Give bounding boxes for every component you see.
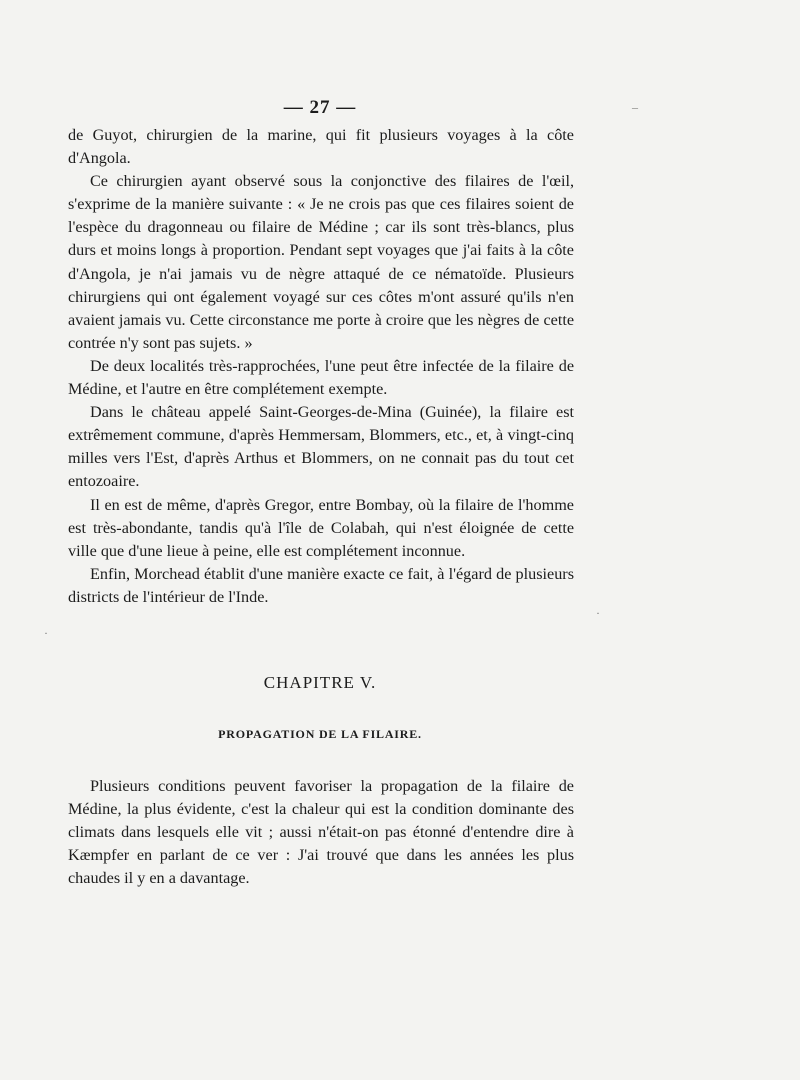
paragraph: Il en est de même, d'après Gregor, entre Bombay, où la filaire de l'homme est très-abondante, tandis qu'à l'île de Colabah, qui n'est éloignée de cette ville que d'une lieue à peine, elle est complétement inconnue.: [68, 495, 574, 560]
margin-dot-mark: ·: [44, 626, 48, 640]
section-title: PROPAGATION DE LA FILAIRE.: [218, 727, 422, 741]
page-number: — 27 —: [283, 97, 357, 118]
paragraph: Enfin, Morchead établit d'une manière exacte ce fait, à l'égard de plusieurs districts de l'intérieur de l'Inde.: [68, 564, 574, 606]
paragraph: Dans le château appelé Saint-Georges-de-Mina (Guinée), la filaire est extrêmement commune, d'après Hemmersam, Blommers, etc., et, à vingt-cinq milles vers l'Est, d'après Arthus et Blommers, on ne connait pas du tout cet entozoaire.: [68, 403, 574, 491]
paragraph: Plusieurs conditions peuvent favoriser la propagation de la filaire de Médine, la plus évidente, c'est la chaleur qui est la condition dominante des climats dans lesquels elle vit ; aussi n'était-on pas étonné d'entendre dire à Kæmpfer en parlant de ce ver : J'ai trouvé que dans les années les plus chaudes il y en a davantage.: [68, 777, 574, 888]
paragraph: Ce chirurgien ayant observé sous la conjonctive des filaires de l'œil, s'exprime de la manière suivante : « Je ne crois pas que ces filaires soient de l'espèce du dragonneau ou filaire de Médine ; car ils sont très-blancs, plus durs et moins longs à proportion. Pendant sept voyages que j'ai faits à la côte d'Angola, je n'ai jamais vu de nègre attaqué de ce nématoïde. Plusieurs chirurgiens qui ont également voyagé sur ces côtes m'ont assuré qu'ils n'en avaient jamais vu. Cette circonstance me porte à croire que les nègres de cette contrée n'y sont pas sujets. »: [68, 172, 574, 352]
chapter-title: CHAPITRE V.: [263, 673, 377, 692]
paragraph: de Guyot, chirurgien de la marine, qui fit plusieurs voyages à la côte d'Angola.: [68, 126, 574, 168]
paragraph: De deux localités très-rapprochées, l'une peut être infectée de la filaire de Médine, et l'autre en être complétement exempte.: [68, 356, 574, 399]
margin-dash-mark: –: [632, 100, 638, 114]
margin-dot-mark: ·: [596, 606, 600, 620]
body-text-bottom: [68, 775, 574, 890]
body-text-top: [68, 124, 574, 609]
